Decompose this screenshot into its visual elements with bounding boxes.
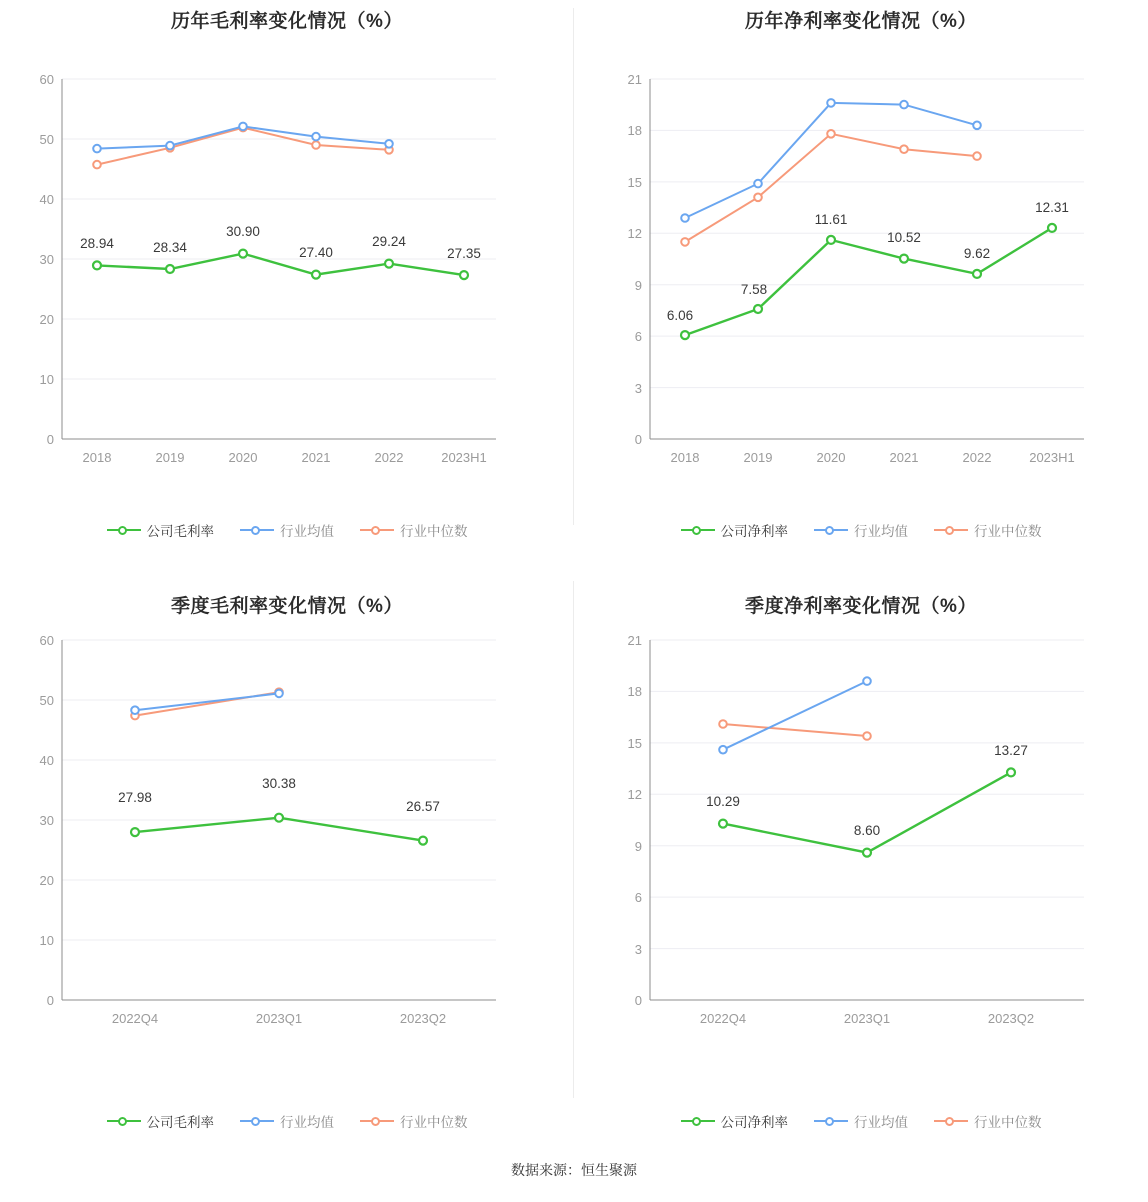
legend-label: 行业中位数	[974, 1115, 1042, 1130]
legend-item-industry-avg[interactable]	[814, 520, 908, 540]
svg-text:2022: 2022	[962, 450, 992, 465]
chart-panel-quarterly-net-margin	[574, 573, 1148, 1146]
legend-item-industry-avg[interactable]	[240, 1111, 334, 1131]
svg-text:2022: 2022	[374, 450, 404, 465]
value-label: 30.90	[226, 224, 260, 239]
chart-title: 历年净利率变化情况（%）	[745, 11, 977, 32]
svg-text:50: 50	[39, 132, 54, 147]
legend-label: 公司净利率	[720, 1115, 788, 1130]
value-label: 27.35	[447, 246, 481, 261]
svg-text:40: 40	[39, 753, 54, 768]
svg-text:50: 50	[39, 693, 54, 708]
chart-legend	[0, 520, 574, 540]
value-label: 13.27	[994, 743, 1028, 758]
svg-text:6: 6	[634, 890, 642, 905]
svg-text:9: 9	[634, 278, 642, 293]
svg-text:2022Q4: 2022Q4	[699, 1011, 747, 1026]
svg-text:2023H1: 2023H1	[441, 450, 487, 465]
svg-text:3: 3	[634, 381, 642, 396]
value-label: 10.29	[706, 794, 740, 809]
value-label: 26.57	[406, 799, 440, 814]
svg-text:2021: 2021	[889, 450, 919, 465]
svg-text:3: 3	[634, 942, 642, 957]
chart-legend	[0, 1111, 574, 1131]
legend-line-icon	[814, 1115, 848, 1127]
svg-text:60: 60	[39, 72, 54, 87]
svg-text:20: 20	[39, 312, 54, 327]
legend-item-company[interactable]	[681, 520, 789, 540]
legend-label: 公司净利率	[720, 524, 788, 539]
legend-item-company[interactable]	[107, 520, 215, 540]
legend-item-industry-avg[interactable]	[240, 520, 334, 540]
value-label: 29.24	[372, 234, 406, 249]
legend-label: 公司毛利率	[146, 1115, 214, 1130]
svg-text:18: 18	[627, 684, 642, 699]
svg-text:2023Q2: 2023Q2	[987, 1011, 1035, 1026]
svg-text:2023Q1: 2023Q1	[255, 1011, 303, 1026]
svg-text:2020: 2020	[228, 450, 258, 465]
svg-text:2019: 2019	[743, 450, 773, 465]
legend-item-industry-median[interactable]	[934, 520, 1042, 540]
chart-title: 季度毛利率变化情况（%）	[171, 596, 403, 617]
svg-text:2022Q4: 2022Q4	[111, 1011, 159, 1026]
svg-text:0: 0	[634, 432, 642, 447]
value-label: 11.61	[814, 212, 848, 227]
chart-plot-quarterly-gross-margin	[0, 573, 574, 1146]
legend-label: 行业中位数	[974, 524, 1042, 539]
chart-panel-annual-gross-margin	[0, 0, 574, 573]
legend-line-icon	[240, 524, 274, 536]
svg-text:2018: 2018	[82, 450, 112, 465]
svg-text:60: 60	[39, 633, 54, 648]
value-label: 10.52	[887, 230, 921, 245]
legend-line-icon	[107, 1115, 141, 1127]
svg-text:0: 0	[634, 993, 642, 1008]
legend-line-icon	[240, 1115, 274, 1127]
svg-text:2023H1: 2023H1	[1029, 450, 1075, 465]
svg-text:0: 0	[46, 993, 54, 1008]
svg-text:21: 21	[627, 633, 642, 648]
chart-plot-annual-net-margin	[574, 0, 1148, 573]
svg-text:30: 30	[39, 252, 54, 267]
svg-text:2021: 2021	[301, 450, 331, 465]
legend-line-icon	[360, 524, 394, 536]
chart-legend	[574, 520, 1148, 540]
svg-text:20: 20	[39, 873, 54, 888]
legend-item-industry-median[interactable]	[360, 1111, 468, 1131]
legend-label: 行业中位数	[400, 1115, 468, 1130]
chart-plot-annual-gross-margin	[0, 0, 574, 573]
legend-item-company[interactable]	[107, 1111, 215, 1131]
legend-label: 公司毛利率	[146, 524, 214, 539]
svg-text:10: 10	[39, 372, 54, 387]
legend-item-company[interactable]	[681, 1111, 789, 1131]
chart-panel-annual-net-margin	[574, 0, 1148, 573]
value-label: 12.31	[1035, 200, 1069, 215]
svg-text:6: 6	[634, 329, 642, 344]
legend-line-icon	[681, 524, 715, 536]
value-label: 30.38	[262, 776, 296, 791]
svg-text:12: 12	[627, 787, 642, 802]
legend-label: 行业均值	[280, 524, 334, 539]
svg-text:2020: 2020	[816, 450, 846, 465]
legend-label: 行业均值	[280, 1115, 334, 1130]
value-label: 28.94	[80, 236, 114, 251]
svg-text:30: 30	[39, 813, 54, 828]
value-label: 6.06	[666, 308, 694, 323]
svg-text:21: 21	[627, 72, 642, 87]
svg-text:18: 18	[627, 123, 642, 138]
legend-label: 行业均值	[854, 524, 908, 539]
svg-text:2018: 2018	[670, 450, 700, 465]
value-label: 7.58	[740, 282, 768, 297]
value-label: 28.34	[153, 240, 187, 255]
source-note: 数据来源：恒生聚源	[511, 1162, 637, 1178]
value-label: 9.62	[963, 246, 991, 261]
legend-line-icon	[934, 524, 968, 536]
svg-text:10: 10	[39, 933, 54, 948]
svg-text:2023Q2: 2023Q2	[399, 1011, 447, 1026]
legend-line-icon	[814, 524, 848, 536]
chart-title: 历年毛利率变化情况（%）	[171, 11, 403, 32]
legend-line-icon	[360, 1115, 394, 1127]
svg-text:40: 40	[39, 192, 54, 207]
legend-label: 行业均值	[854, 1115, 908, 1130]
value-label: 27.40	[299, 245, 333, 260]
chart-legend	[574, 1111, 1148, 1131]
svg-text:2023Q1: 2023Q1	[843, 1011, 891, 1026]
legend-line-icon	[681, 1115, 715, 1127]
legend-label: 行业中位数	[400, 524, 468, 539]
svg-text:0: 0	[46, 432, 54, 447]
chart-panel-quarterly-gross-margin	[0, 573, 574, 1146]
svg-text:15: 15	[627, 736, 642, 751]
svg-text:12: 12	[627, 226, 642, 241]
legend-line-icon	[934, 1115, 968, 1127]
legend-item-industry-median[interactable]	[934, 1111, 1042, 1131]
chart-plot-quarterly-net-margin	[574, 573, 1148, 1146]
svg-text:9: 9	[634, 839, 642, 854]
legend-item-industry-avg[interactable]	[814, 1111, 908, 1131]
svg-text:15: 15	[627, 175, 642, 190]
value-label: 8.60	[853, 823, 881, 838]
svg-text:2019: 2019	[155, 450, 185, 465]
chart-title: 季度净利率变化情况（%）	[745, 596, 977, 617]
legend-item-industry-median[interactable]	[360, 520, 468, 540]
legend-line-icon	[107, 524, 141, 536]
value-label: 27.98	[118, 790, 152, 805]
